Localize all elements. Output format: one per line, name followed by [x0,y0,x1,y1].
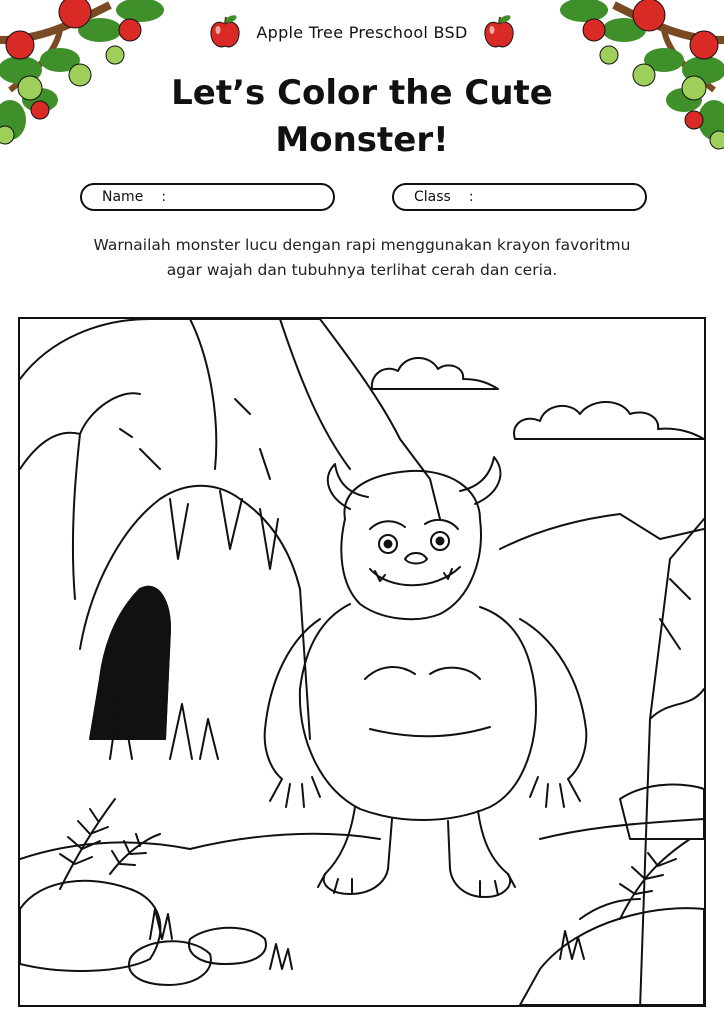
cliff-right [640,519,704,1005]
fern [620,839,690,919]
page-title [0,70,724,164]
name-field[interactable] [80,183,335,211]
monster-leg-left [324,807,392,894]
rock [520,908,704,1005]
rock [20,881,160,971]
instructions-line-2: agar wajah dan tubuhnya terlihat cerah dan ceria. [166,261,558,279]
monster-body [300,604,536,820]
instructions [40,233,684,283]
coloring-frame [18,317,706,1007]
school-header [0,14,724,50]
monster-head [341,471,481,619]
stalactite [220,491,242,549]
title-line-2: Monster! [275,120,449,160]
apple-icon [482,14,516,50]
grass [270,944,292,969]
name-separator: : [161,189,167,205]
monster [265,457,587,897]
rock [620,785,704,839]
apple-icon [208,14,242,50]
stalactite [170,499,188,559]
instructions-line-1: Warnailah monster lucu dengan rapi menggunakan krayon favoritmu [93,236,631,254]
cloud [514,402,704,439]
mountain [500,514,704,549]
title-line-1: Let’s Color the Cute [171,73,553,113]
cave-dark [90,587,170,739]
monster-nose [405,553,427,564]
stalagmite [170,704,192,759]
stalagmite [200,719,218,759]
ground [20,834,380,859]
name-label: Name [102,189,144,205]
cave-rock [20,319,440,519]
class-separator: : [468,189,474,205]
class-field[interactable] [392,183,647,211]
school-name: Apple Tree Preschool BSD [256,22,468,42]
monster-horn-right [460,457,500,504]
cloud [372,358,498,389]
monster-cave-illustration [20,319,704,1005]
class-label: Class [414,189,451,205]
rock [189,928,266,964]
monster-horn-left [328,464,368,509]
